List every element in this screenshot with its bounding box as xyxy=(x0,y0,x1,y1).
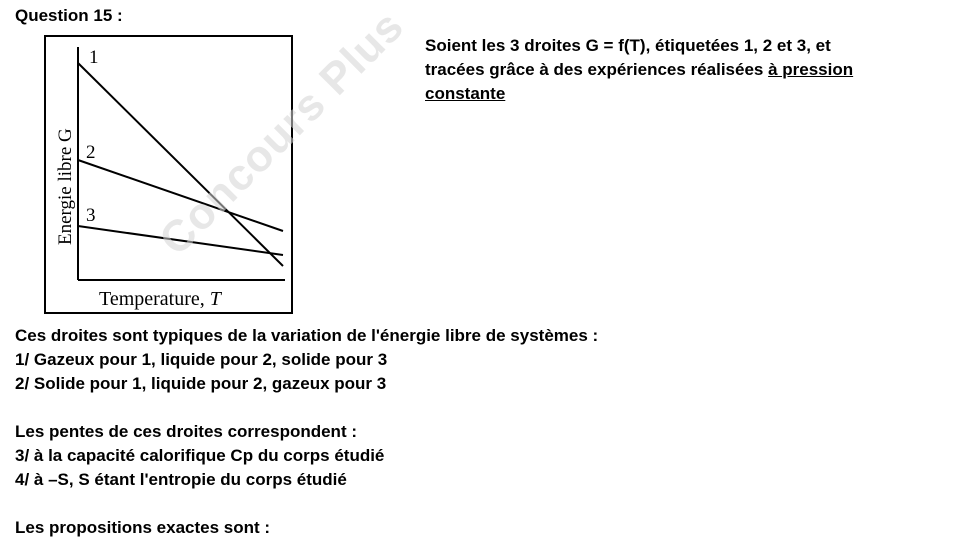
proposition-1: 1/ Gazeux pour 1, liquide pour 2, solide pour 3 xyxy=(15,350,388,369)
x-axis-label xyxy=(99,288,223,310)
statement-line-2-text: tracées grâce à des expériences réalisées xyxy=(425,60,769,79)
y-axis-label: Energie libre G xyxy=(55,128,76,245)
proposition-4: 4/ à –S, S étant l'entropie du corps étudié xyxy=(15,470,347,489)
statement-underlined-1: à pression xyxy=(768,60,854,79)
statement-block xyxy=(425,34,970,106)
question-title: Question 15 : xyxy=(15,6,123,25)
blank-line xyxy=(15,492,965,516)
statement-line-2 xyxy=(425,58,970,82)
blank-line xyxy=(15,396,965,420)
statement-line-1: Soient les 3 droites G = f(T), étiquetées 1, 2 et 3, et xyxy=(425,36,831,55)
line-1-label: 1 xyxy=(89,47,99,68)
x-axis-label-text: Temperature, xyxy=(99,288,205,310)
x-axis-variable: T xyxy=(209,288,221,310)
watermark: Concours Plus xyxy=(150,1,414,265)
proposition-3: 3/ à la capacité calorifique Cp du corps étudié xyxy=(15,446,385,465)
proposition-2: 2/ Solide pour 1, liquide pour 2, gazeux pour 3 xyxy=(15,374,387,393)
body-intro: Ces droites sont typiques de la variation de l'énergie libre de systèmes : xyxy=(15,326,599,345)
slopes-intro: Les pentes de ces droites correspondent : xyxy=(15,422,357,441)
statement-underlined-2: constante xyxy=(425,84,506,103)
line-3-label: 3 xyxy=(86,205,96,226)
exact-propositions: Les propositions exactes sont : xyxy=(15,518,271,537)
line-2-label: 2 xyxy=(86,142,96,163)
statement-line-3 xyxy=(425,82,970,106)
question-body xyxy=(15,324,965,540)
